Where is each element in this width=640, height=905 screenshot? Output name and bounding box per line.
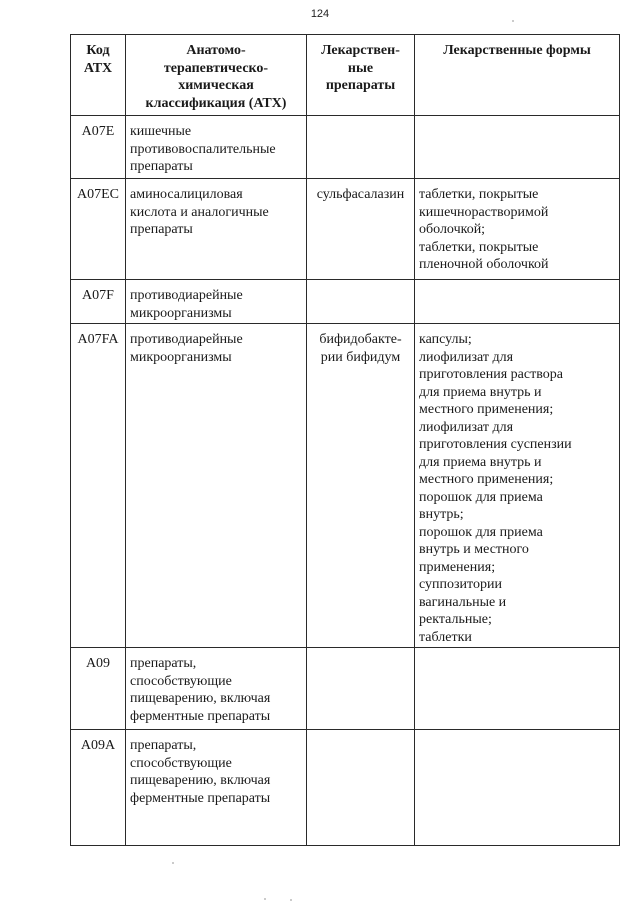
cell-text-line: противодиарейные xyxy=(130,332,243,347)
atx-table xyxy=(70,34,620,846)
cell-text-line: сульфасалазин xyxy=(316,187,405,202)
table-header-row xyxy=(71,35,620,116)
cell-text-line: ферментные препараты xyxy=(130,708,271,724)
cell-text-line: АТХ xyxy=(83,60,113,76)
cell-text-line: аминосалициловая xyxy=(130,187,243,202)
cell-text-line: противодиарейные xyxy=(130,288,243,303)
cell-text-line: бифидобакте- xyxy=(319,332,402,347)
cell-text-line: микроорганизмы xyxy=(130,349,232,365)
cell-text-line: таблетки, покрытые xyxy=(419,187,539,202)
cell-text-line: таблетки, покрытые xyxy=(419,239,539,255)
atx-code-cell: A07FA xyxy=(71,324,126,648)
cell-text-line: микроорганизмы xyxy=(130,305,232,321)
atx-code-cell: A09 xyxy=(71,648,126,730)
cell-text-line: препараты, xyxy=(130,738,197,753)
cell-text-line: для приема внутрь и xyxy=(419,384,542,400)
cell-text-line: способствующие xyxy=(130,673,232,689)
scan-speck xyxy=(512,20,514,22)
cell-text-line: препараты xyxy=(130,159,193,174)
cell-text-line: препараты xyxy=(325,78,396,93)
cell-text-line: суппозитории xyxy=(419,577,502,592)
cell-text-line: способствующие xyxy=(130,755,232,771)
cell-text-line: внутрь и местного xyxy=(419,542,529,557)
cell-text-line: пищеварению, включая xyxy=(130,691,271,706)
classification-cell xyxy=(126,648,307,730)
cell-text-line: таблетки xyxy=(419,629,472,645)
drug-cell xyxy=(307,648,415,730)
drug-cell xyxy=(307,179,415,280)
cell-text-line: оболочкой; xyxy=(419,222,486,237)
cell-text-line: противовоспалительные xyxy=(130,141,276,157)
cell-text-line: Лекарственные формы xyxy=(443,43,591,58)
cell-text-line: классификация (АТХ) xyxy=(145,95,287,111)
forms-cell xyxy=(415,179,620,280)
table-row xyxy=(71,116,620,179)
header-code xyxy=(71,35,126,116)
forms-cell xyxy=(415,280,620,324)
cell-text-line: внутрь; xyxy=(419,507,464,522)
table-row xyxy=(71,280,620,324)
scan-speck xyxy=(264,898,266,900)
forms-cell xyxy=(415,730,620,846)
atx-code-cell: A07F xyxy=(71,280,126,324)
header-forms xyxy=(415,35,620,116)
cell-text-line: ферментные препараты xyxy=(130,790,271,806)
cell-text-line: приготовления суспензии xyxy=(419,437,572,452)
scan-speck xyxy=(172,862,174,864)
atx-code-cell: A07EC xyxy=(71,179,126,280)
classification-cell xyxy=(126,324,307,648)
drug-cell xyxy=(307,116,415,179)
cell-text-line: местного применения; xyxy=(419,472,554,487)
cell-text-line: препараты, xyxy=(130,656,197,671)
scan-speck xyxy=(290,899,292,901)
drug-cell xyxy=(307,730,415,846)
cell-text-line: вагинальные и xyxy=(419,594,507,610)
cell-text-line: пищеварению, включая xyxy=(130,773,271,788)
cell-text-line: приготовления раствора xyxy=(419,367,563,382)
cell-text-line: пленочной оболочкой xyxy=(419,257,549,272)
cell-text-line: ные xyxy=(347,60,374,76)
drug-cell xyxy=(307,324,415,648)
table-row xyxy=(71,179,620,280)
cell-text-line: лиофилизат для xyxy=(419,419,514,435)
cell-text-line: кислота и аналогичные xyxy=(130,204,269,220)
cell-text-line: капсулы; xyxy=(419,332,472,347)
cell-text-line: Лекарствен- xyxy=(321,43,400,58)
table-row xyxy=(71,648,620,730)
cell-text-line: применения; xyxy=(419,559,496,575)
cell-text-line: препараты xyxy=(130,222,193,237)
cell-text-line: порошок для приема xyxy=(419,489,543,505)
cell-text-line: кишечные xyxy=(130,124,192,139)
header-classification xyxy=(126,35,307,116)
cell-text-line: Код xyxy=(86,43,110,58)
classification-cell xyxy=(126,116,307,179)
forms-cell xyxy=(415,116,620,179)
cell-text-line: порошок для приема xyxy=(419,524,543,540)
drug-cell xyxy=(307,280,415,324)
cell-text-line: Анатомо- xyxy=(186,43,246,58)
cell-text-line: терапевтическо- xyxy=(163,60,269,76)
header-drug xyxy=(307,35,415,116)
cell-text-line: химическая xyxy=(178,78,254,93)
cell-text-line: рии бифидум xyxy=(320,349,401,365)
classification-cell xyxy=(126,179,307,280)
atx-code-cell: A07E xyxy=(71,116,126,179)
cell-text-line: для приема внутрь и xyxy=(419,454,542,470)
table-row xyxy=(71,324,620,648)
classification-cell xyxy=(126,280,307,324)
table-row xyxy=(71,730,620,846)
atx-code-cell: A09A xyxy=(71,730,126,846)
classification-cell xyxy=(126,730,307,846)
cell-text-line: кишечнорастворимой xyxy=(419,204,549,220)
forms-cell xyxy=(415,648,620,730)
cell-text-line: ректальные; xyxy=(419,612,492,627)
cell-text-line: местного применения; xyxy=(419,402,554,417)
cell-text-line: лиофилизат для xyxy=(419,349,514,365)
forms-cell xyxy=(415,324,620,648)
page-number: 124 xyxy=(310,8,330,20)
